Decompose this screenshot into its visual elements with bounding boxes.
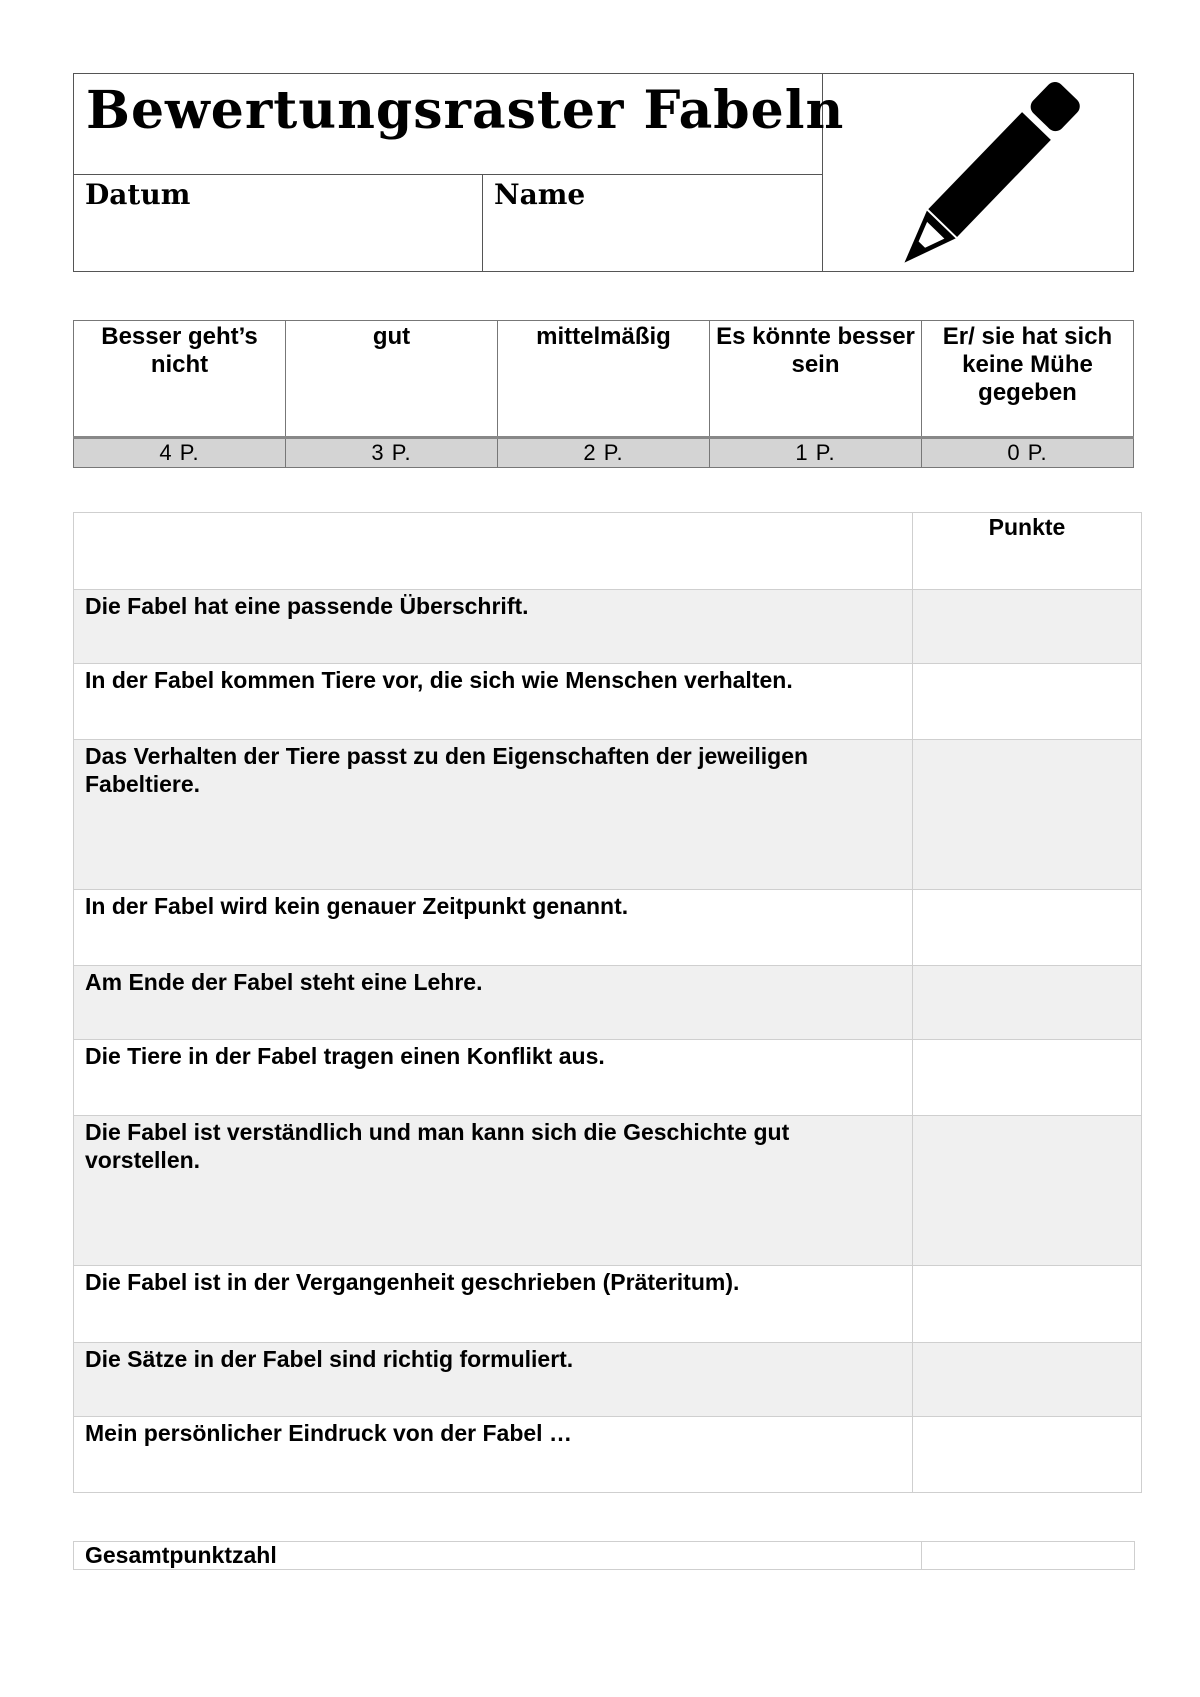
scale-label-row [74, 321, 1134, 438]
scale-points: 2 P. [498, 438, 710, 468]
table-row [74, 1266, 1142, 1343]
pencil-icon [823, 74, 1133, 271]
criterion-text: Die Fabel hat eine passende Überschrift. [74, 590, 913, 664]
criterion-text: Die Fabel ist in der Vergangenheit geschrieben (Präteritum). [74, 1266, 913, 1343]
table-row [74, 1417, 1142, 1493]
table-row [74, 1040, 1142, 1116]
rating-scale-table [73, 320, 1134, 468]
points-input-cell[interactable] [913, 1343, 1142, 1417]
total-table [73, 1541, 1135, 1570]
points-input-cell[interactable] [913, 966, 1142, 1040]
criterion-text: Mein persönlicher Eindruck von der Fabel … [74, 1417, 913, 1493]
name-label: Name [494, 178, 586, 211]
scale-label: gut [286, 321, 498, 438]
criterion-text: Das Verhalten der Tiere passt zu den Eigenschaften der jeweiligen Fabeltiere. [74, 740, 913, 890]
criterion-text: In der Fabel wird kein genauer Zeitpunkt genannt. [74, 890, 913, 966]
table-row [74, 664, 1142, 740]
table-row [74, 966, 1142, 1040]
criteria-header-row [74, 513, 1142, 590]
criterion-text: Die Fabel ist verständlich und man kann sich die Geschichte gut vorstellen. [74, 1116, 913, 1266]
table-row [74, 590, 1142, 664]
scale-points-row [74, 438, 1134, 468]
pencil-cell [823, 74, 1133, 271]
table-row [74, 1116, 1142, 1266]
table-row [74, 740, 1142, 890]
scale-label: Er/ sie hat sich keine Mühe gegeben [922, 321, 1134, 438]
scale-points: 0 P. [922, 438, 1134, 468]
points-input-cell[interactable] [913, 890, 1142, 966]
criterion-text: Die Sätze in der Fabel sind richtig formuliert. [74, 1343, 913, 1417]
points-input-cell[interactable] [913, 1040, 1142, 1116]
points-input-cell[interactable] [913, 1116, 1142, 1266]
date-label: Datum [85, 178, 191, 211]
points-header: Punkte [913, 513, 1142, 590]
scale-label: Es könnte besser sein [710, 321, 922, 438]
header-box [73, 73, 1134, 272]
page-title: Bewertungsraster Fabeln [86, 80, 845, 141]
title-cell [74, 74, 845, 175]
date-field[interactable] [74, 175, 483, 271]
criterion-text: Am Ende der Fabel steht eine Lehre. [74, 966, 913, 1040]
points-input-cell[interactable] [913, 740, 1142, 890]
criterion-text: In der Fabel kommen Tiere vor, die sich wie Menschen verhalten. [74, 664, 913, 740]
total-input-cell[interactable] [922, 1542, 1135, 1570]
scale-points: 4 P. [74, 438, 286, 468]
table-row [74, 1343, 1142, 1417]
total-row [74, 1542, 1135, 1570]
criteria-header-empty [74, 513, 913, 590]
criteria-table [73, 512, 1142, 1493]
name-field[interactable] [483, 175, 823, 271]
scale-points: 3 P. [286, 438, 498, 468]
scale-label: mittelmäßig [498, 321, 710, 438]
table-row [74, 890, 1142, 966]
points-input-cell[interactable] [913, 590, 1142, 664]
points-input-cell[interactable] [913, 1417, 1142, 1493]
total-label: Gesamtpunktzahl [74, 1542, 922, 1570]
points-input-cell[interactable] [913, 664, 1142, 740]
scale-points: 1 P. [710, 438, 922, 468]
scale-label: Besser geht’s nicht [74, 321, 286, 438]
points-input-cell[interactable] [913, 1266, 1142, 1343]
criterion-text: Die Tiere in der Fabel tragen einen Konflikt aus. [74, 1040, 913, 1116]
